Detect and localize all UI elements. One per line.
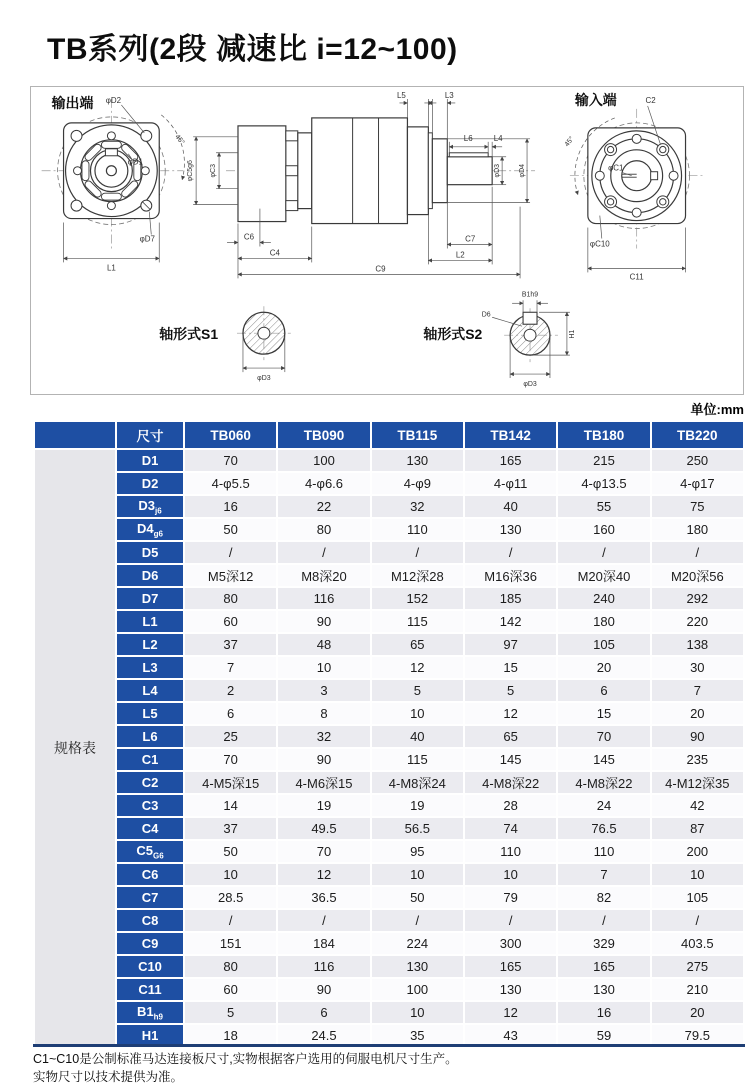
dimension-value-cell: 116 <box>278 956 369 977</box>
dim-label-d7: φD7 <box>139 234 155 244</box>
dim-label-l6: L6 <box>463 133 473 143</box>
dimension-row-label: D5 <box>117 542 183 563</box>
dimension-value-cell: 5 <box>465 680 556 701</box>
dimension-row-label: C7 <box>117 887 183 908</box>
dimension-value-cell: 76.5 <box>558 818 649 839</box>
dim-label-c6: C6 <box>243 232 255 242</box>
dimension-row-label: $D4_{g6}$ <box>117 519 183 540</box>
table-row <box>35 542 743 563</box>
dimension-value-cell: 403.5 <box>652 933 743 954</box>
dim-label-45deg-output: 45° <box>173 133 186 147</box>
dimension-value-cell: 210 <box>652 979 743 1000</box>
dimension-value-cell: 7 <box>652 680 743 701</box>
table-row <box>35 588 743 609</box>
dimension-value-cell: 10 <box>372 1002 463 1023</box>
dimension-value-cell: 60 <box>185 611 276 632</box>
dimension-value-cell: 79.5 <box>652 1025 743 1046</box>
dimension-value-cell: 100 <box>278 450 369 471</box>
dimension-value-cell: 110 <box>372 519 463 540</box>
dimension-value-cell: 4-M12深35 <box>652 772 743 793</box>
dimension-value-cell: 50 <box>372 887 463 908</box>
table-row <box>35 979 743 1000</box>
output-end-view <box>42 95 187 272</box>
dimension-value-cell: 20 <box>558 657 649 678</box>
table-row <box>35 933 743 954</box>
dimension-value-cell: / <box>278 910 369 931</box>
dimension-value-cell: 50 <box>185 519 276 540</box>
dim-label-c7: C7 <box>465 234 476 244</box>
dimension-row-label: $C5_{G6}$ <box>117 841 183 862</box>
dimension-value-cell: 28 <box>465 795 556 816</box>
dimension-value-cell: M20深40 <box>558 565 649 586</box>
dimension-value-cell: / <box>465 910 556 931</box>
dimension-value-cell: 7 <box>185 657 276 678</box>
dim-label-h1: H1 <box>568 329 576 339</box>
dim-label-c3: φC3 <box>210 164 218 178</box>
dim-label-c4: C4 <box>269 248 280 258</box>
dimension-row-label: D2 <box>117 473 183 494</box>
dimension-row-label: L2 <box>117 634 183 655</box>
dimension-value-cell: 15 <box>465 657 556 678</box>
dimension-row-label: $D3_{j6}$ <box>117 496 183 517</box>
dimension-value-cell: 59 <box>558 1025 649 1046</box>
model-column-header: TB220 <box>652 422 743 448</box>
dim-label-s2-d3: φD3 <box>523 381 537 389</box>
dimension-value-cell: 4-M8深22 <box>465 772 556 793</box>
dimension-value-cell: 65 <box>372 634 463 655</box>
dimension-value-cell: 329 <box>558 933 649 954</box>
dimension-value-cell: 300 <box>465 933 556 954</box>
dimension-value-cell: / <box>372 542 463 563</box>
dimension-value-cell: 75 <box>652 496 743 517</box>
dimension-value-cell: 24 <box>558 795 649 816</box>
dimension-value-cell: 20 <box>652 1002 743 1023</box>
dim-label-l4: L4 <box>493 133 503 143</box>
spec-table <box>33 420 745 1048</box>
dimension-value-cell: 110 <box>465 841 556 862</box>
table-row <box>35 818 743 839</box>
dim-label-d4: φD4 <box>519 164 527 178</box>
dimension-value-cell: 16 <box>558 1002 649 1023</box>
table-row <box>35 680 743 701</box>
dimension-value-cell: 20 <box>652 703 743 724</box>
dimension-value-cell: 12 <box>465 1002 556 1023</box>
input-end-label: 输入端 <box>574 91 617 108</box>
dimension-value-cell: M8深20 <box>278 565 369 586</box>
dimension-value-cell: 292 <box>652 588 743 609</box>
table-row <box>35 726 743 747</box>
dim-label-s1-d3: φD3 <box>257 375 271 383</box>
dimension-row-label: D1 <box>117 450 183 471</box>
dim-label-l1: L1 <box>106 263 116 273</box>
shaft-s1-view <box>159 306 291 382</box>
dimension-value-cell: 6 <box>185 703 276 724</box>
dimension-value-cell: 14 <box>185 795 276 816</box>
dimension-value-cell: 25 <box>185 726 276 747</box>
dimension-row-label: L1 <box>117 611 183 632</box>
dimension-value-cell: 138 <box>652 634 743 655</box>
dimension-value-cell: 6 <box>278 1002 369 1023</box>
dimension-value-cell: 80 <box>185 588 276 609</box>
dimension-value-cell: 220 <box>652 611 743 632</box>
table-row <box>35 634 743 655</box>
dimension-value-cell: 180 <box>652 519 743 540</box>
dimension-row-label: C3 <box>117 795 183 816</box>
dimension-value-cell: / <box>278 542 369 563</box>
dimension-value-cell: 15 <box>558 703 649 724</box>
dimension-value-cell: 79 <box>465 887 556 908</box>
dimension-value-cell: 130 <box>465 979 556 1000</box>
dimension-value-cell: 4-M5深15 <box>185 772 276 793</box>
dim-label-c5: φC5g6 <box>187 160 195 182</box>
dimension-row-label: C8 <box>117 910 183 931</box>
dimension-value-cell: 151 <box>185 933 276 954</box>
dimension-value-cell: 8 <box>278 703 369 724</box>
dimension-value-cell: 116 <box>278 588 369 609</box>
dimension-value-cell: 37 <box>185 634 276 655</box>
dimension-row-label: L6 <box>117 726 183 747</box>
dimension-value-cell: 100 <box>372 979 463 1000</box>
dimension-value-cell: 95 <box>372 841 463 862</box>
dimension-value-cell: / <box>372 910 463 931</box>
side-view <box>187 91 535 278</box>
dimension-value-cell: 185 <box>465 588 556 609</box>
dimension-value-cell: 40 <box>372 726 463 747</box>
table-body <box>35 450 743 1046</box>
dimension-value-cell: 50 <box>185 841 276 862</box>
table-row <box>35 1002 743 1023</box>
dimension-value-cell: 90 <box>278 611 369 632</box>
dim-label-45deg-input: 45° <box>563 135 576 149</box>
dimension-value-cell: / <box>652 910 743 931</box>
dim-label-c11: C11 <box>629 272 644 282</box>
dimension-row-label: H1 <box>117 1025 183 1046</box>
dimension-value-cell: 80 <box>185 956 276 977</box>
dimension-value-cell: 10 <box>185 864 276 885</box>
dimension-value-cell: 105 <box>652 887 743 908</box>
table-bottom-border <box>33 1044 745 1047</box>
footnote-line-2: 实物尺寸以技术提供为准。 <box>33 1070 184 1085</box>
shaft-s2-label: 轴形式S2 <box>423 326 483 343</box>
dimension-value-cell: 4-φ17 <box>652 473 743 494</box>
input-end-view <box>563 92 705 281</box>
dimension-value-cell: 130 <box>465 519 556 540</box>
dimension-value-cell: 60 <box>185 979 276 1000</box>
dimension-row-label: C9 <box>117 933 183 954</box>
dimension-value-cell: 3 <box>278 680 369 701</box>
dimension-value-cell: / <box>185 910 276 931</box>
dimension-value-cell: 235 <box>652 749 743 770</box>
table-row <box>35 956 743 977</box>
dimension-value-cell: 4-φ13.5 <box>558 473 649 494</box>
dimension-value-cell: 28.5 <box>185 887 276 908</box>
dimension-value-cell: / <box>652 542 743 563</box>
footnotes <box>33 1050 458 1086</box>
dimension-value-cell: 19 <box>278 795 369 816</box>
dimension-row-label: L4 <box>117 680 183 701</box>
dimension-value-cell: 43 <box>465 1025 556 1046</box>
dimension-value-cell: 10 <box>278 657 369 678</box>
dimension-value-cell: 10 <box>372 864 463 885</box>
dimension-value-cell: 145 <box>558 749 649 770</box>
dim-label-c1: φC1 <box>608 163 624 173</box>
table-row <box>35 496 743 517</box>
dimension-value-cell: 19 <box>372 795 463 816</box>
dimension-row-label: L5 <box>117 703 183 724</box>
dimension-value-cell: 105 <box>558 634 649 655</box>
dimension-value-cell: 70 <box>278 841 369 862</box>
model-column-header: TB142 <box>465 422 556 448</box>
dimension-value-cell: / <box>558 542 649 563</box>
dimension-value-cell: 65 <box>465 726 556 747</box>
dimension-value-cell: 16 <box>185 496 276 517</box>
dimension-row-label: $B1_{h9}$ <box>117 1002 183 1023</box>
dimension-value-cell: / <box>558 910 649 931</box>
dimension-value-cell: M20深56 <box>652 565 743 586</box>
table-header-row <box>35 422 743 448</box>
dimension-value-cell: 142 <box>465 611 556 632</box>
dimension-value-cell: 97 <box>465 634 556 655</box>
dimension-value-cell: 6 <box>558 680 649 701</box>
dimension-value-cell: 30 <box>652 657 743 678</box>
table-row <box>35 841 743 862</box>
dimension-value-cell: 80 <box>278 519 369 540</box>
dimension-value-cell: 4-φ11 <box>465 473 556 494</box>
dimension-value-cell: 110 <box>558 841 649 862</box>
dimension-value-cell: 130 <box>372 956 463 977</box>
dimension-row-label: D7 <box>117 588 183 609</box>
dimension-value-cell: 215 <box>558 450 649 471</box>
dim-label-d1: φD1 <box>127 157 143 167</box>
dim-label-c9: C9 <box>375 264 386 274</box>
dimension-value-cell: 82 <box>558 887 649 908</box>
dimension-value-cell: 4-φ6.6 <box>278 473 369 494</box>
dimension-value-cell: 160 <box>558 519 649 540</box>
dimension-value-cell: 55 <box>558 496 649 517</box>
dimension-value-cell: 180 <box>558 611 649 632</box>
model-column-header: TB090 <box>278 422 369 448</box>
dimension-value-cell: 4-φ9 <box>372 473 463 494</box>
dimension-value-cell: 37 <box>185 818 276 839</box>
dimension-value-cell: 12 <box>465 703 556 724</box>
output-end-label: 输出端 <box>51 94 94 111</box>
dimension-row-label: C2 <box>117 772 183 793</box>
dimension-value-cell: 7 <box>558 864 649 885</box>
dimension-value-cell: / <box>465 542 556 563</box>
dimension-row-label: L3 <box>117 657 183 678</box>
table-row <box>35 887 743 908</box>
dimension-value-cell: 4-M6深15 <box>278 772 369 793</box>
dimension-value-cell: 49.5 <box>278 818 369 839</box>
dimension-value-cell: 224 <box>372 933 463 954</box>
dimension-value-cell: 18 <box>185 1025 276 1046</box>
dimension-value-cell: 36.5 <box>278 887 369 908</box>
dimension-value-cell: 130 <box>372 450 463 471</box>
dimension-value-cell: 87 <box>652 818 743 839</box>
dimension-value-cell: M5深12 <box>185 565 276 586</box>
dimension-value-cell: 70 <box>185 749 276 770</box>
dimension-value-cell: 90 <box>278 749 369 770</box>
dimension-value-cell: 4-φ5.5 <box>185 473 276 494</box>
size-column-header: 尺寸 <box>117 422 183 448</box>
dimension-value-cell: 24.5 <box>278 1025 369 1046</box>
dim-label-d6: D6 <box>481 311 491 319</box>
table-row <box>35 450 743 471</box>
dimension-value-cell: 40 <box>465 496 556 517</box>
table-row <box>35 565 743 586</box>
dimension-value-cell: 275 <box>652 956 743 977</box>
table-row <box>35 519 743 540</box>
unit-label: 单位:mm <box>690 402 744 417</box>
dimension-value-cell: 5 <box>185 1002 276 1023</box>
dimension-value-cell: 152 <box>372 588 463 609</box>
dimension-value-cell: 70 <box>185 450 276 471</box>
dimension-value-cell: / <box>185 542 276 563</box>
dim-label-b1: B1h9 <box>521 291 539 299</box>
dimension-value-cell: 10 <box>372 703 463 724</box>
dimension-value-cell: 12 <box>372 657 463 678</box>
dimension-row-label: C6 <box>117 864 183 885</box>
dimension-value-cell: 32 <box>278 726 369 747</box>
model-column-header: TB060 <box>185 422 276 448</box>
dimension-value-cell: 115 <box>372 749 463 770</box>
dimension-value-cell: 2 <box>185 680 276 701</box>
dimension-value-cell: 165 <box>558 956 649 977</box>
table-row <box>35 611 743 632</box>
dimension-value-cell: 56.5 <box>372 818 463 839</box>
dim-label-l3: L3 <box>444 90 454 100</box>
dimension-value-cell: 42 <box>652 795 743 816</box>
table-row <box>35 910 743 931</box>
dim-label-l2: L2 <box>455 250 465 260</box>
dimension-value-cell: 4-M8深24 <box>372 772 463 793</box>
table-row <box>35 772 743 793</box>
dimension-value-cell: 240 <box>558 588 649 609</box>
shaft-s2-view <box>423 291 576 388</box>
dimension-value-cell: M12深28 <box>372 565 463 586</box>
dimension-row-label: D6 <box>117 565 183 586</box>
dimension-value-cell: 10 <box>652 864 743 885</box>
table-row <box>35 749 743 770</box>
dimension-value-cell: 165 <box>465 450 556 471</box>
dim-label-c2: C2 <box>645 95 656 105</box>
dim-label-l5: L5 <box>397 90 406 100</box>
table-row <box>35 864 743 885</box>
table-row <box>35 473 743 494</box>
dimension-row-label: C1 <box>117 749 183 770</box>
dimension-row-label: C10 <box>117 956 183 977</box>
dimension-value-cell: 48 <box>278 634 369 655</box>
technical-drawing-panel <box>30 86 744 395</box>
dimension-value-cell: 74 <box>465 818 556 839</box>
dim-label-c10: φC10 <box>589 239 610 249</box>
dimension-row-label: C11 <box>117 979 183 1000</box>
footnote-line-1: C1~C10是公制标准马达连接板尺寸,实物根据客户选用的伺服电机尺寸生产。 <box>33 1052 458 1066</box>
dim-label-d3: φD3 <box>494 164 502 178</box>
dimension-value-cell: 90 <box>652 726 743 747</box>
table-row <box>35 703 743 724</box>
dimension-row-label: C4 <box>117 818 183 839</box>
dimension-value-cell: 22 <box>278 496 369 517</box>
table-row <box>35 657 743 678</box>
dimension-value-cell: 145 <box>465 749 556 770</box>
dimension-value-cell: 35 <box>372 1025 463 1046</box>
page-title: TB系列(2段 减速比 i=12~100) <box>47 33 458 66</box>
dimension-value-cell: M16深36 <box>465 565 556 586</box>
model-column-header: TB180 <box>558 422 649 448</box>
table-corner-cell <box>35 422 115 448</box>
dimension-value-cell: 5 <box>372 680 463 701</box>
shaft-s1-label: 轴形式S1 <box>159 326 219 343</box>
dimension-value-cell: 32 <box>372 496 463 517</box>
dimension-value-cell: 4-M8深22 <box>558 772 649 793</box>
dimension-value-cell: 12 <box>278 864 369 885</box>
table-row <box>35 1025 743 1046</box>
dim-label-d2: φD2 <box>105 95 122 105</box>
table-row <box>35 795 743 816</box>
dimension-value-cell: 90 <box>278 979 369 1000</box>
dimension-value-cell: 10 <box>465 864 556 885</box>
dimension-value-cell: 70 <box>558 726 649 747</box>
dimension-value-cell: 115 <box>372 611 463 632</box>
dimension-value-cell: 184 <box>278 933 369 954</box>
dimension-value-cell: 250 <box>652 450 743 471</box>
model-column-header: TB115 <box>372 422 463 448</box>
dimension-value-cell: 165 <box>465 956 556 977</box>
dimension-value-cell: 200 <box>652 841 743 862</box>
spec-column-label: 规格表 <box>35 450 115 1046</box>
dimension-value-cell: 130 <box>558 979 649 1000</box>
